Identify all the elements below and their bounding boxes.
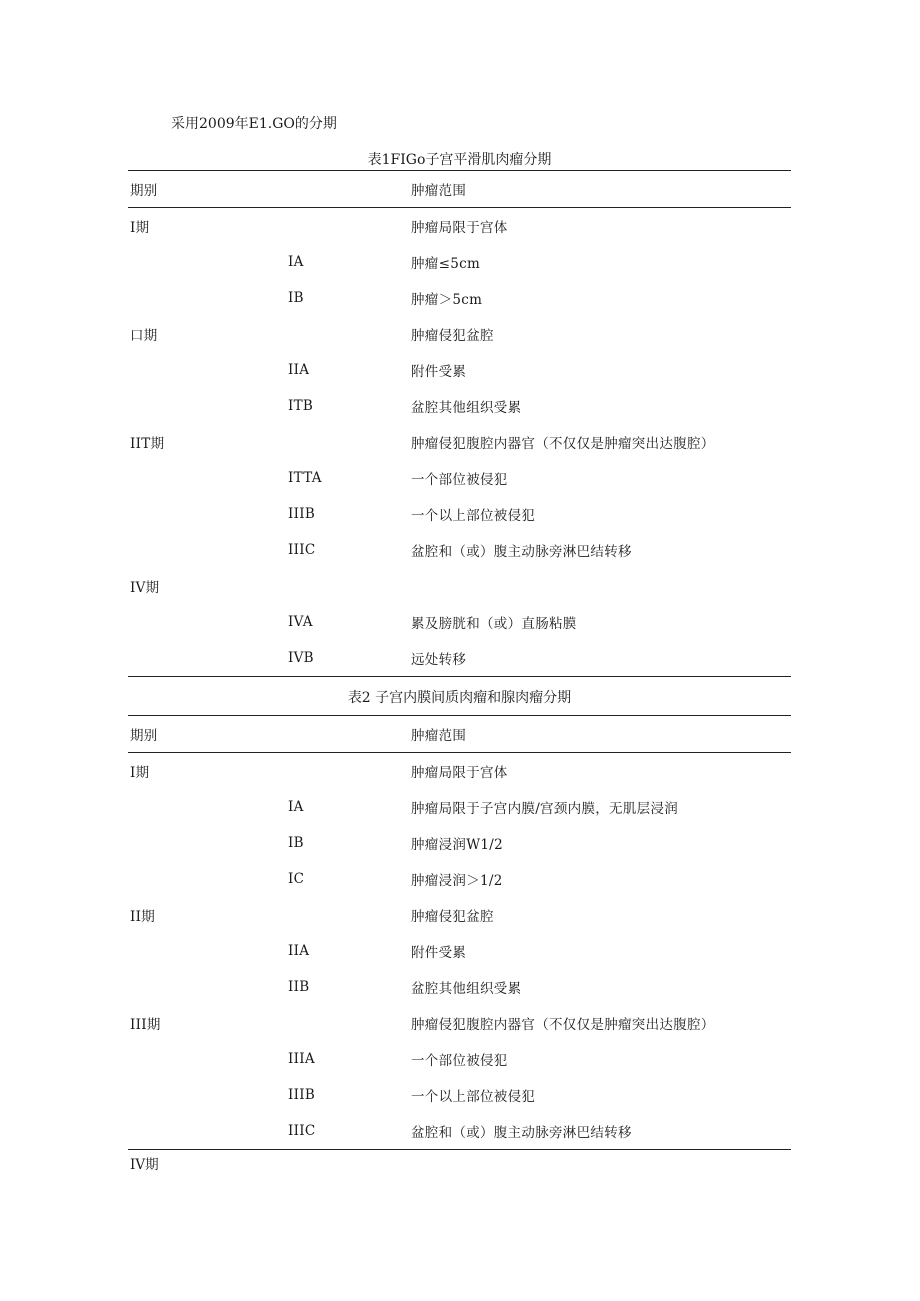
row-extent: 肿瘤侵犯腹腔内器官（不仅仅是肿瘤突出达腹腔）	[411, 436, 715, 452]
row-extent: 附件受累	[411, 364, 467, 380]
table-row	[128, 1077, 791, 1113]
header-extent: 肿瘤范围	[411, 728, 467, 744]
table-row	[128, 897, 791, 933]
row-extent: 肿瘤侵犯盆腔	[411, 328, 494, 344]
row-extent: 一个部位被侵犯	[411, 1053, 508, 1069]
table-row	[128, 789, 791, 825]
table-row	[128, 1113, 791, 1150]
row-stage	[128, 388, 288, 424]
row-stage	[128, 460, 288, 496]
row-stage: I期	[130, 765, 150, 781]
table-row	[128, 933, 791, 969]
row-substage: IB	[288, 835, 304, 851]
row-extent	[411, 568, 791, 604]
row-substage: ITB	[288, 398, 314, 414]
row-extent: 盆腔其他组织受累	[411, 981, 522, 997]
row-extent: 肿瘤浸润＞1/2	[411, 873, 503, 889]
row-stage: 口期	[130, 328, 158, 344]
header-substage	[288, 171, 411, 208]
row-substage	[288, 1005, 411, 1041]
row-stage: I期	[130, 220, 150, 236]
row-substage	[288, 753, 411, 790]
table1-body	[128, 208, 791, 677]
row-stage	[128, 969, 288, 1005]
row-substage: IC	[288, 871, 305, 887]
table-row	[128, 640, 791, 677]
table-row	[128, 532, 791, 568]
row-extent: 肿瘤＞5cm	[411, 292, 483, 308]
row-extent: 盆腔其他组织受累	[411, 400, 522, 416]
table-header-row	[128, 171, 791, 208]
row-extent: 一个部位被侵犯	[411, 472, 508, 488]
row-stage	[128, 640, 288, 677]
table-row	[128, 568, 791, 604]
table-row	[128, 1041, 791, 1077]
table-row	[128, 424, 791, 460]
row-extent: 肿瘤局限于宫体	[411, 765, 508, 781]
row-stage	[128, 1077, 288, 1113]
row-stage	[128, 789, 288, 825]
row-substage: IIB	[288, 979, 310, 995]
row-stage	[128, 496, 288, 532]
row-extent: 肿瘤侵犯腹腔内器官（不仅仅是肿瘤突出达腹腔）	[411, 1017, 715, 1033]
row-extent: 远处转移	[411, 652, 467, 668]
table-row	[128, 753, 791, 790]
table-row	[128, 496, 791, 532]
header-stage: 期别	[130, 728, 158, 744]
row-stage: IV期	[130, 580, 160, 596]
table1-caption: 表1FIGo子宫平滑肌肉瘤分期	[367, 152, 552, 168]
row-extent: 肿瘤侵犯盆腔	[411, 909, 494, 925]
row-stage	[128, 604, 288, 640]
staging-table-1	[128, 170, 791, 677]
table-row	[128, 861, 791, 897]
row-substage: IIIC	[288, 542, 316, 558]
table-row	[128, 352, 791, 388]
row-stage	[128, 1113, 288, 1150]
table-row	[128, 969, 791, 1005]
row-stage	[128, 1041, 288, 1077]
table-row	[128, 208, 791, 245]
row-extent: 肿瘤局限于子宫内膜/宫颈内膜，无肌层浸润	[411, 801, 679, 817]
row-substage: IVB	[288, 650, 314, 666]
row-stage	[128, 861, 288, 897]
row-substage: IIA	[288, 943, 310, 959]
row-stage	[128, 244, 288, 280]
row-stage: IIT期	[130, 436, 165, 452]
row-stage	[128, 532, 288, 568]
row-substage: ITTA	[288, 470, 322, 486]
table-row	[128, 825, 791, 861]
trailing-stage-label: IV期	[130, 1157, 159, 1173]
row-substage: IIA	[288, 362, 310, 378]
table2-caption: 表2 子宫内膜间质肉瘤和腺肉瘤分期	[347, 690, 572, 706]
row-extent: 盆腔和（或）腹主动脉旁淋巴结转移	[411, 544, 632, 560]
table-row	[128, 388, 791, 424]
row-extent: 盆腔和（或）腹主动脉旁淋巴结转移	[411, 1125, 632, 1141]
row-stage: II期	[130, 909, 156, 925]
staging-table-2	[128, 715, 791, 1150]
row-substage: IVA	[288, 614, 313, 630]
table-row	[128, 280, 791, 316]
row-substage: IIIA	[288, 1051, 315, 1067]
row-extent: 一个以上部位被侵犯	[411, 1089, 536, 1105]
row-substage: IA	[288, 254, 304, 270]
table-header-row	[128, 716, 791, 753]
table-row	[128, 604, 791, 640]
row-substage: IIIB	[288, 506, 316, 522]
table-row	[128, 316, 791, 352]
header-extent: 肿瘤范围	[411, 183, 467, 199]
row-extent: 累及膀胱和（或）直肠粘膜	[411, 616, 577, 632]
row-extent: 肿瘤局限于宫体	[411, 220, 508, 236]
row-stage	[128, 933, 288, 969]
row-substage	[288, 897, 411, 933]
row-substage: IIIC	[288, 1123, 316, 1139]
table-row	[128, 244, 791, 280]
row-extent: 肿瘤浸润W1/2	[411, 837, 504, 853]
row-extent: 一个以上部位被侵犯	[411, 508, 536, 524]
row-substage	[288, 568, 411, 604]
row-substage	[288, 424, 411, 460]
table2-body	[128, 753, 791, 1150]
row-substage	[288, 316, 411, 352]
header-substage	[288, 716, 411, 753]
row-stage	[128, 280, 288, 316]
row-extent: 肿瘤≤5cm	[411, 256, 481, 272]
row-stage	[128, 825, 288, 861]
header-stage: 期别	[130, 183, 158, 199]
row-substage: IIIB	[288, 1087, 316, 1103]
row-extent: 附件受累	[411, 945, 467, 961]
row-stage: III期	[130, 1017, 161, 1033]
row-substage: IA	[288, 799, 304, 815]
row-stage	[128, 352, 288, 388]
intro-text: 采用2009年E1.GO的分期	[171, 116, 337, 132]
row-substage: IB	[288, 290, 304, 306]
table-row	[128, 460, 791, 496]
row-substage	[288, 208, 411, 245]
table-row	[128, 1005, 791, 1041]
